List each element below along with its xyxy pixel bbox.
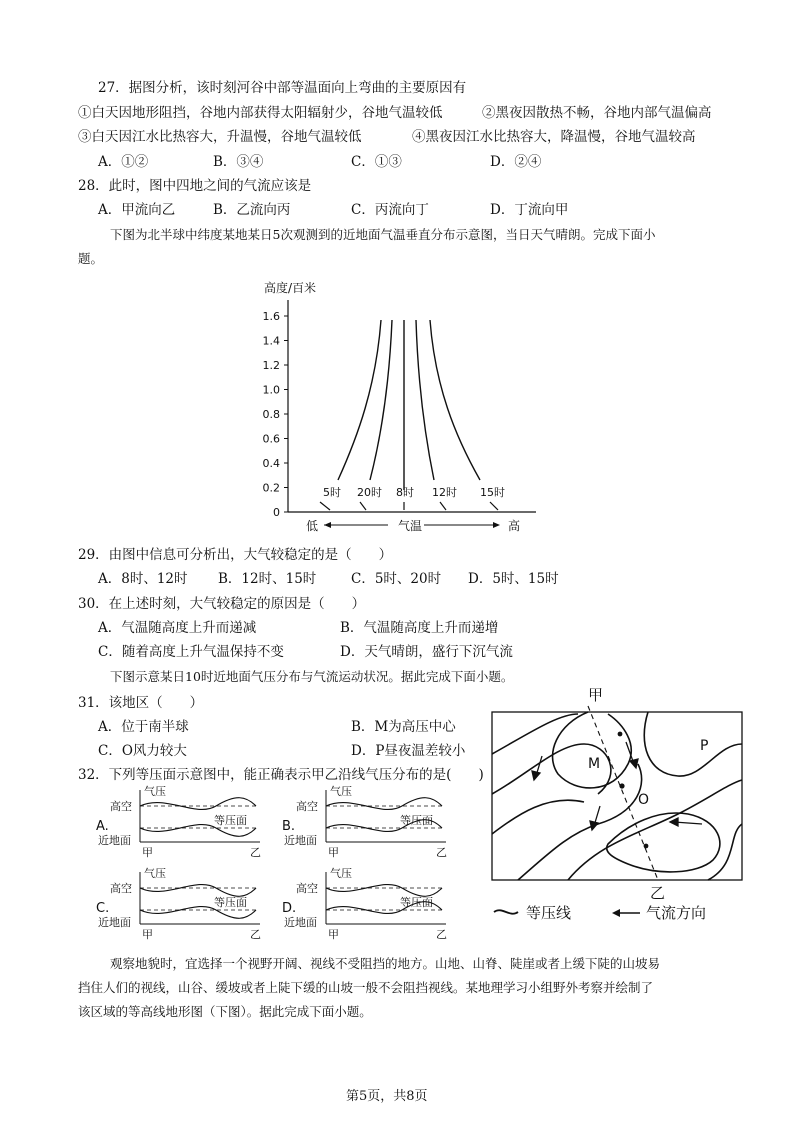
profile-curves [338, 320, 480, 490]
q28-option-d: D．丁流向甲 [490, 202, 569, 218]
panel-dengyamian-label: 等压面 [214, 814, 247, 827]
panel-gaokong-label: 高空 [110, 882, 132, 895]
q32-stem: 32．下列等压面示意图中，能正确表示甲乙沿线气压分布的是( ) [78, 767, 484, 783]
arrow-right-icon [493, 522, 500, 528]
panel-dengyamian-label: 等压面 [214, 896, 247, 909]
q28-option-b: B．乙流向丙 [213, 202, 291, 218]
panel-gaokong-label: 高空 [110, 800, 132, 813]
map-label-jia: 甲 [588, 686, 604, 704]
intro-contour: 观察地貌时，宜选择一个视野开阔、视线不受阻挡的地方。山地、山脊、陡崖或者上缓下陡的山坡易 [110, 956, 661, 971]
q30-option-c: C．随着高度上升气温保持不变 [98, 644, 284, 660]
q31-option-d: D．P昼夜温差较小 [351, 743, 466, 759]
x-high-label: 高 [508, 519, 521, 533]
q31-option-b: B．M为高压中心 [351, 719, 456, 735]
map-label-m: M [588, 756, 601, 772]
y-tick-label: 1.4 [262, 334, 280, 348]
q29-stem: 29．由图中信息可分析出，大气较稳定的是（ ） [78, 547, 393, 563]
curve-base-segments [320, 502, 498, 510]
isobar-option-panel [96, 784, 261, 859]
y-tick-label: 1.6 [262, 310, 280, 323]
q27-option-a: A．①② [98, 154, 149, 170]
panel-qiya-label: 气压 [330, 867, 352, 880]
flow-arrow-icon [532, 771, 540, 780]
option-letter: A. [96, 819, 109, 834]
map-label-o: O [638, 792, 650, 808]
panel-jia-label: 甲 [328, 928, 339, 941]
label-5h: 5时 [323, 486, 341, 499]
map-label-p: P [700, 738, 709, 754]
q27-option-d: D．②④ [490, 154, 542, 170]
y-tick-label: 0 [273, 506, 280, 519]
panel-isobar-upper [326, 798, 442, 810]
isobar-option-panel [282, 866, 447, 941]
panel-yi-label: 乙 [436, 846, 447, 859]
q31-option-a: A．位于南半球 [98, 719, 189, 735]
point-m-dot [618, 732, 623, 737]
point-south-dot [644, 844, 649, 849]
label-15h: 15时 [480, 486, 505, 499]
y-ticks [263, 310, 289, 519]
panel-jia-label: 甲 [142, 928, 153, 941]
y-axis-label: 高度/百米 [264, 281, 317, 295]
temperature-profile-chart [240, 276, 560, 536]
panel-gaokong-label: 高空 [296, 800, 318, 813]
label-20h: 20时 [357, 486, 382, 499]
flow-legend-icon [612, 909, 620, 917]
panel-gaokong-label: 高空 [296, 882, 318, 895]
curve-20h [370, 320, 392, 480]
panel-jia-label: 甲 [328, 846, 339, 859]
arrow-left-icon [324, 522, 331, 528]
intro-contour-line2: 挡住人们的视线，山谷、缓坡或者上陡下缓的山坡一般不会阻挡视线。某地理学习小组野外考察并绘制了 [78, 980, 654, 995]
q27-statement-1: ①白天因地形阻挡，谷地内部获得太阳辐射少，谷地气温较低 [78, 105, 443, 121]
q29-option-c: C．5时、20时 [351, 571, 442, 587]
label-8h: 8时 [396, 486, 414, 499]
panel-jindimian-label: 近地面 [284, 916, 317, 929]
flow-arrow-icon [590, 821, 598, 830]
panel-jindimian-label: 近地面 [284, 834, 317, 847]
panel-isobar-upper [140, 798, 256, 810]
y-tick-label: 0.4 [262, 457, 280, 470]
isobar-legend-icon [494, 910, 518, 913]
isobar-option-panel [96, 866, 261, 941]
panel-qiya-label: 气压 [330, 785, 352, 798]
q29-option-b: B．12时、15时 [218, 571, 317, 587]
flow-arrow-icon [670, 818, 678, 826]
q27-statement-4: ④黑夜因江水比热容大，降温慢，谷地气温较高 [412, 129, 696, 145]
q29-option-d: D．5时、15时 [468, 571, 559, 587]
intro-temperature-profile: 下图为北半球中纬度某地某日5次观测到的近地面气温垂直分布示意图，当日天气晴朗。完成下面小 [110, 227, 656, 242]
q30-option-b: B．气温随高度上升而递增 [340, 620, 499, 636]
panel-dengyamian-label: 等压面 [400, 896, 433, 909]
option-letter: B. [282, 819, 296, 834]
label-12h: 12时 [432, 486, 457, 499]
q29-option-a: A．8时、12时 [98, 571, 188, 587]
panel-qiya-label: 气压 [144, 867, 166, 880]
map-label-yi: 乙 [650, 884, 666, 902]
curve-5h [338, 320, 381, 480]
legend-isobar: 等压线 [526, 904, 572, 922]
y-tick-label: 1.2 [262, 359, 280, 372]
x-axis-label: 气温 [398, 519, 423, 533]
panel-dengyamian-label: 等压面 [400, 814, 433, 827]
point-o-dot [619, 783, 624, 788]
panel-yi-label: 乙 [436, 928, 447, 941]
q30-stem: 30．在上述时刻，大气较稳定的原因是（ ） [78, 596, 366, 612]
option-letter: C. [96, 901, 110, 916]
panel-jia-label: 甲 [142, 846, 153, 859]
q31-stem: 31．该地区（ ） [78, 695, 204, 711]
intro-temperature-profile-cont: 题。 [78, 251, 104, 266]
x-low-label: 低 [306, 519, 319, 533]
q30-option-a: A．气温随高度上升而递减 [98, 620, 257, 636]
panel-isobar-upper [140, 885, 256, 897]
panel-isobar-upper [326, 885, 442, 897]
panel-jindimian-label: 近地面 [98, 916, 131, 929]
y-tick-label: 0.6 [262, 432, 280, 446]
q27-statement-3: ③白天因江水比热容大，升温慢，谷地气温较低 [78, 129, 362, 145]
curve-12h [416, 320, 434, 480]
q28-stem: 28．此时，图中四地之间的气流应该是 [78, 178, 312, 194]
isobar-option-panel [282, 784, 447, 859]
isobar-options [96, 784, 486, 944]
y-tick-label: 0.2 [262, 481, 280, 495]
panel-yi-label: 乙 [250, 928, 261, 941]
q31-option-c: C．O风力较大 [98, 743, 187, 759]
panel-yi-label: 乙 [250, 846, 261, 859]
intro-contour-line3: 该区域的等高线地形图（下图）。据此完成下面小题。 [78, 1004, 372, 1019]
q27-stem: 27．据图分析，该时刻河谷中部等温面向上弯曲的主要原因有 [98, 80, 467, 96]
q28-option-c: C．丙流向丁 [351, 202, 429, 218]
page-footer: 第5页，共8页 [346, 1089, 428, 1104]
curve-15h [430, 320, 480, 480]
y-tick-label: 1.0 [262, 383, 280, 397]
q28-option-a: A．甲流向乙 [98, 202, 176, 218]
panel-jindimian-label: 近地面 [98, 834, 131, 847]
q30-option-d: D．天气晴朗，盛行下沉气流 [340, 644, 513, 660]
intro-pressure-map: 下图示意某日10时近地面气压分布与气流运动状况。据此完成下面小题。 [110, 669, 514, 684]
option-letter: D. [282, 901, 297, 916]
pressure-map [488, 684, 748, 934]
legend-flow: 气流方向 [646, 904, 707, 922]
q27-statement-2: ②黑夜因散热不畅，谷地内部气温偏高 [482, 105, 712, 121]
flow-arrow-icon [630, 759, 638, 768]
q27-option-c: C．①③ [351, 154, 402, 170]
panel-qiya-label: 气压 [144, 785, 166, 798]
y-tick-label: 0.8 [262, 408, 280, 421]
q27-option-b: B．③④ [213, 154, 264, 170]
